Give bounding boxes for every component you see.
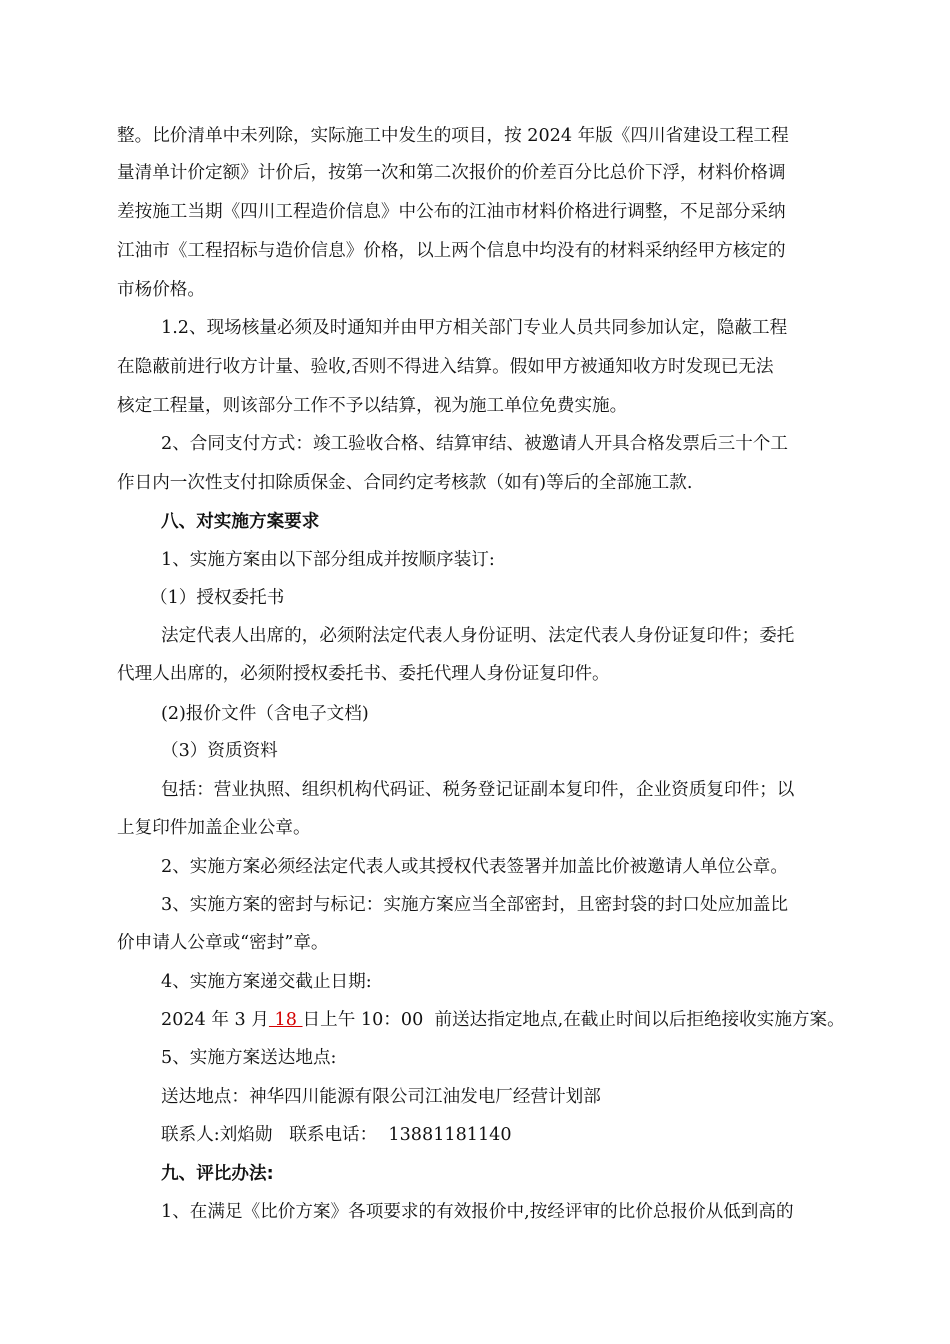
list-item: 2、实施方案必须经法定代表人或其授权代表签署并加盖比价被邀请人单位公章。 <box>161 857 788 877</box>
deadline-prefix: 2024 年 3 月 <box>161 1010 269 1030</box>
contact-line: 联系人:刘焰勋 联系电话： 13881181140 <box>161 1125 512 1145</box>
list-item: 1、在满足《比价方案》各项要求的有效报价中,按经评审的比价总报价从低到高的 <box>161 1202 794 1222</box>
paragraph-line: 差按施工当期《四川工程造价信息》中公布的江油市材料价格进行调整，不足部分采纳 <box>117 202 786 222</box>
paragraph-line: 2、合同支付方式：竣工验收合格、结算审结、被邀请人开具合格发票后三十个工 <box>161 434 788 454</box>
paragraph-line: 包括：营业执照、组织机构代码证、税务登记证副本复印件，企业资质复印件；以 <box>161 780 795 800</box>
list-item: 1、实施方案由以下部分组成并按顺序装订: <box>161 550 495 570</box>
paragraph-line: 在隐蔽前进行收方计量、验收,否则不得进入结算。假如甲方被通知收方时发现已无法 <box>117 357 774 377</box>
section-heading: 八、对实施方案要求 <box>161 512 320 532</box>
paragraph-line: 核定工程量，则该部分工作不予以结算，视为施工单位免费实施。 <box>117 396 628 416</box>
paragraph-line: 价申请人公章或“密封”章。 <box>117 933 329 953</box>
sub-item: (2)报价文件（含电子文档) <box>161 704 369 724</box>
paragraph-line: 量清单计价定额》计价后，按第一次和第二次报价的价差百分比总价下浮，材料价格调 <box>117 163 786 183</box>
deadline-suffix: 日上午 10：00 前送达指定地点,在截止时间以后拒绝接收实施方案。 <box>302 1010 845 1030</box>
deadline-line <box>161 1008 845 1032</box>
paragraph-line: 作日内一次性支付扣除质保金、合同约定考核款（如有)等后的全部施工款. <box>117 473 693 493</box>
paragraph-line: 1.2、现场核量必须及时通知并由甲方相关部门专业人员共同参加认定，隐蔽工程 <box>161 318 788 338</box>
paragraph-line: 上复印件加盖企业公章。 <box>117 818 311 838</box>
list-item: 4、实施方案递交截止日期: <box>161 972 372 992</box>
address-line: 送达地点：神华四川能源有限公司江油发电厂经营计划部 <box>161 1087 601 1107</box>
sub-item: （1）授权委托书 <box>150 588 285 608</box>
section-heading: 九、评比办法: <box>161 1164 274 1184</box>
list-item: 5、实施方案送达地点: <box>161 1048 337 1068</box>
paragraph-line: 江油市《工程招标与造价信息》价格，以上两个信息中均没有的材料采纳经甲方核定的 <box>117 241 786 261</box>
list-item: 3、实施方案的密封与标记：实施方案应当全部密封，且密封袋的封口处应加盖比 <box>161 895 788 915</box>
paragraph-line: 法定代表人出席的，必须附法定代表人身份证明、法定代表人身份证复印件；委托 <box>161 626 795 646</box>
paragraph-line: 代理人出席的，必须附授权委托书、委托代理人身份证复印件。 <box>117 664 610 684</box>
deadline-day: 18 <box>268 1010 303 1030</box>
paragraph-line: 整。比价清单中未列除，实际施工中发生的项目，按 2024 年版《四川省建设工程工程 <box>117 126 789 146</box>
sub-item: （3）资质资料 <box>161 741 278 761</box>
paragraph-line: 市杨价格。 <box>117 280 205 300</box>
